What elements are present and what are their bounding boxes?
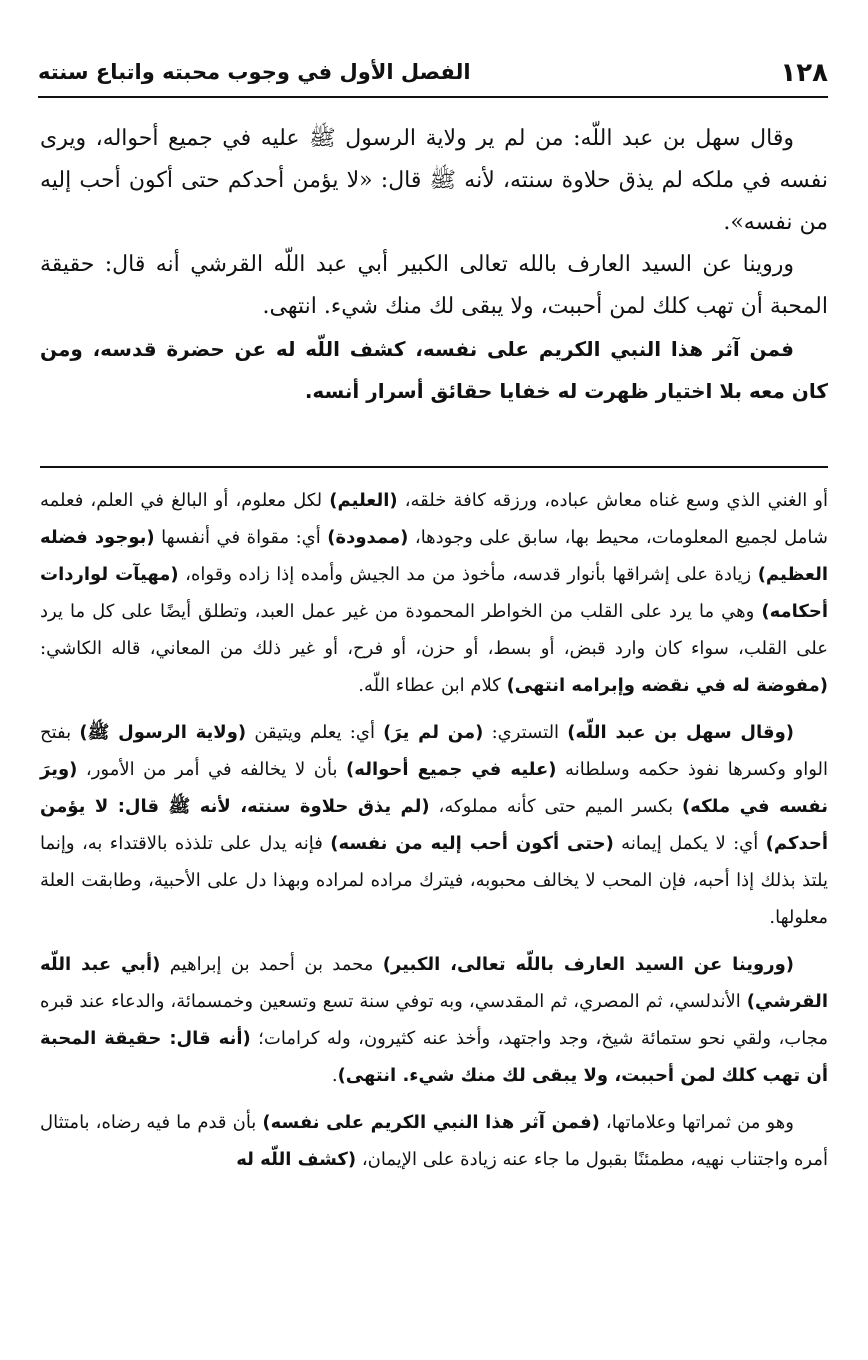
- commentary-text: بكسر الميم حتى كأنه مملوكه،: [429, 796, 683, 817]
- commentary-paragraph: [40, 946, 828, 1094]
- commentary-text: محمد بن أحمد بن إبراهيم: [160, 954, 383, 975]
- commentary-text: لكل معلوم، أو البالغ في العلم، فعلمه شامل لجميع المعلومات، محيط بها، سابق على وجودها،: [40, 490, 828, 548]
- commentary-text: بفتح الواو وكسرها نفوذ حكمه وسلطانه: [40, 722, 828, 780]
- quoted-matn-text: (ويرَ نفسه في ملكه): [40, 759, 828, 817]
- commentary-section: [40, 482, 828, 1188]
- quoted-matn-text: (حتى أكون أحب إليه من نفسه): [330, 833, 614, 854]
- quoted-matn-text: (فمن آثر هذا النبي الكريم على نفسه): [262, 1112, 600, 1133]
- main-paragraph-qurashi: وروينا عن السيد العارف بالله تعالى الكبير أبي عبد اللّه القرشي أنه قال: حقيقة المحبة أن تهب كلك لمن أحببت، ولا يبقى لك منك شيء. انتهى.: [40, 252, 828, 319]
- commentary-text: وهو من ثمراتها وعلاماتها،: [599, 1112, 794, 1133]
- quoted-matn-text: (لم يذق حلاوة سنته، لأنه ﷺ قال: لا يؤمن أحدكم): [40, 796, 828, 854]
- quoted-matn-text: (مفوضة له في نقضه وإبرامه انتهى): [506, 675, 828, 696]
- footnote-divider: [40, 466, 828, 468]
- commentary-text: .: [331, 1065, 338, 1086]
- page-number: ١٢٨: [780, 58, 828, 88]
- main-paragraph-conclusion: فمن آثر هذا النبي الكريم على نفسه، كشف اللّه له عن حضرة قدسه، ومن كان معه بلا اختيار ظهرت له خفايا حقائق أسرار أنسه.: [40, 337, 828, 403]
- commentary-text: أي: مقواة في أنفسها: [154, 527, 328, 548]
- quoted-matn-text: (وقال سهل بن عبد اللّه): [567, 722, 794, 743]
- quoted-matn-text: (بوجود فضله العظيم): [40, 527, 828, 585]
- commentary-paragraph: [40, 1104, 828, 1178]
- commentary-text: أو الغني الذي وسع غناه معاش عباده، ورزقه كافة خلقه،: [397, 490, 829, 511]
- commentary-text: وهي ما يرد على القلب من الخواطر المحمودة من غير عمل العبد، وتطلق أيضًا على كل ما يرد على القلب، سواء كان وارد قبض، أو بسط، أو حزن، أو فرح، أو غير ذلك من المعاني، قاله الكاشي:: [40, 601, 828, 659]
- commentary-text: الأندلسي، ثم المصري، ثم المقدسي، وبه توفي سنة تسع وتسعين وخمسمائة، والدعاء عند قبره مجاب، ولقي نحو ستمائة شيخ، وجد واجتهد، وأخذ عنه كثيرون، وله كرامات؛: [40, 991, 828, 1049]
- commentary-text: بأن لا يخالفه في أمر من الأمور،: [77, 759, 347, 780]
- commentary-text: زيادة على إشراقها بأنوار قدسه، مأخوذ من مد الجيش وأمده إذا زاده وقواه،: [178, 564, 758, 585]
- quoted-matn-text: (من لم يرَ): [383, 722, 484, 743]
- commentary-paragraph: [40, 482, 828, 704]
- main-paragraph-sahl: وقال سهل بن عبد اللّه: من لم ير ولاية الرسول ﷺ عليه في جميع أحواله، ويرى نفسه في ملكه لم يذق حلاوة سنته، لأنه ﷺ قال: «لا يؤمن أحدكم حتى أكون أحب إليه من نفسه».: [40, 126, 828, 235]
- quoted-matn-text: (كشف اللّه له: [236, 1149, 357, 1170]
- quoted-matn-text: (مهيآت لواردات أحكامه): [40, 564, 828, 622]
- commentary-text: بأن قدم ما فيه رضاه، بامتثال أمره واجتناب نهيه، مطمئنًا بقبول ما جاء عنه زيادة على الإيمان،: [40, 1112, 828, 1170]
- commentary-text: التستري:: [483, 722, 568, 743]
- quoted-matn-text: (أنه قال: حقيقة المحبة أن تهب كلك لمن أحببت، ولا يبقى لك منك شيء. انتهى): [40, 1028, 828, 1086]
- commentary-text: فإنه يدل على تلذذه بالاقتداء به، وإنما يلتذ بذلك إذا أحبه، فإن المحب لا يخالف محبوبه، فيترك مراده لمراده وبهذا دل على الأحبية، وطابقت العلة معلولها.: [40, 833, 828, 928]
- quoted-matn-text: (ممدودة): [327, 527, 409, 548]
- commentary-text: أي: يعلم ويتيقن: [246, 722, 384, 743]
- quoted-matn-text: (العليم): [329, 490, 398, 511]
- running-header: [38, 56, 828, 98]
- commentary-text: كلام ابن عطاء اللّه.: [358, 675, 507, 696]
- quoted-matn-text: (عليه في جميع أحواله): [346, 759, 557, 780]
- quoted-matn-text: (أبي عبد اللّه القرشي): [40, 954, 828, 1012]
- main-text: [40, 118, 828, 412]
- commentary-paragraph: [40, 714, 828, 936]
- commentary-text: أي: لا يكمل إيمانه: [613, 833, 766, 854]
- chapter-title: الفصل الأول في وجوب محبته واتباع سنته: [38, 60, 471, 84]
- quoted-matn-text: (ولاية الرسول ﷺ): [79, 722, 247, 743]
- quoted-matn-text: (وروينا عن السيد العارف باللّه تعالى، الكبير): [382, 954, 794, 975]
